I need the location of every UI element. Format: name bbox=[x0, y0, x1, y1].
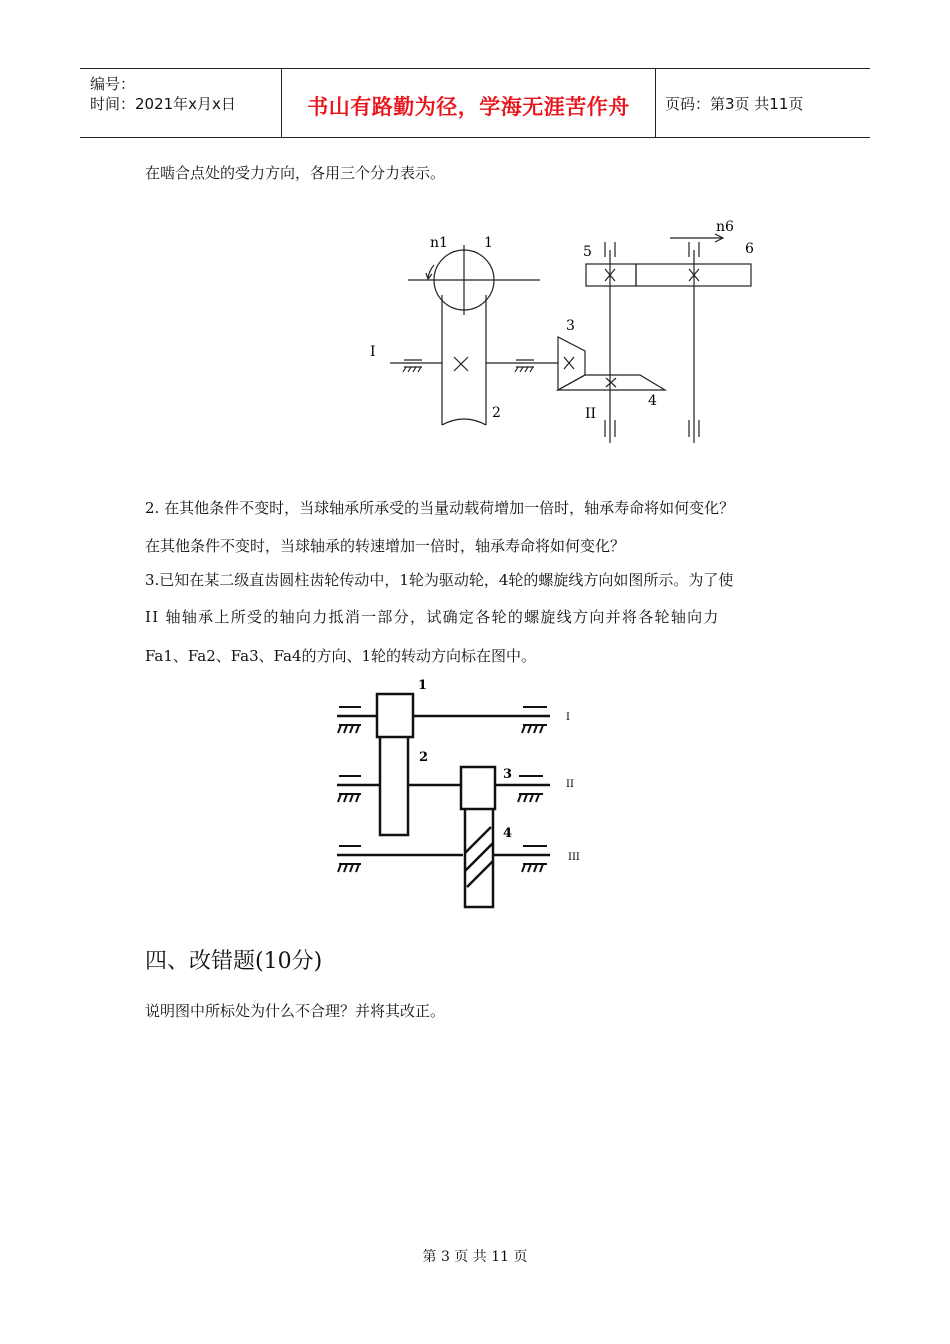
label-n6: n6 bbox=[716, 219, 734, 235]
serial-label: 编号： bbox=[90, 75, 136, 93]
gear-train-figure bbox=[360, 215, 790, 455]
label-shaft-ii: II bbox=[585, 406, 597, 422]
q2-line1: 2. 在其他条件不变时，当球轴承所承受的当量动载荷增加一倍时，轴承寿命将如何变化？ bbox=[145, 499, 735, 517]
q3-line1: 3.已知在某二级直齿圆柱齿轮传动中，1轮为驱动轮，4轮的螺旋线方向如图所示。为了使 bbox=[145, 571, 734, 589]
q3-line3: Fa1、Fa2、Fa3、Fa4的方向、1轮的转动方向标在图中。 bbox=[145, 647, 537, 665]
fig2-label-gear4: 4 bbox=[503, 826, 513, 841]
fig2-label-shaft-i: I bbox=[566, 712, 570, 723]
section-title: 四、改错题(10分) bbox=[145, 949, 323, 974]
page-info: 页码：第3页 共11页 bbox=[665, 95, 804, 113]
q3-line2: II 轴轴承上所受的轴向力抵消一部分，试确定各轮的螺旋线方向并将各轮轴向力 bbox=[145, 608, 720, 626]
page-footer: 第 3 页 共 11 页 bbox=[422, 1249, 528, 1265]
fig2-label-shaft-iii: III bbox=[568, 852, 580, 863]
label-gear4: 4 bbox=[648, 393, 657, 409]
label-gear2: 2 bbox=[492, 405, 501, 421]
header-motto-cell bbox=[281, 69, 656, 137]
fig2-label-gear1: 1 bbox=[418, 678, 428, 693]
label-gear1: 1 bbox=[484, 235, 493, 251]
label-gear3: 3 bbox=[566, 318, 575, 334]
header-left-cell bbox=[80, 69, 281, 137]
section-desc: 说明图中所标处为什么不合理？并将其改正。 bbox=[145, 1002, 446, 1020]
label-n1: n1 bbox=[430, 235, 448, 251]
header-page-cell bbox=[655, 69, 870, 137]
fig2-label-shaft-ii: II bbox=[566, 779, 574, 790]
q2-line2: 在其他条件不变时，当球轴承的转速增加一倍时，轴承寿命将如何变化？ bbox=[145, 537, 626, 555]
intro-line: 在啮合点处的受力方向，各用三个分力表示。 bbox=[145, 164, 446, 182]
label-gear5: 5 bbox=[583, 244, 592, 260]
page-header bbox=[80, 68, 870, 138]
motto: 书山有路勤为径，学海无涯苦作舟 bbox=[307, 95, 630, 119]
two-stage-gear-figure bbox=[325, 675, 595, 915]
label-gear6: 6 bbox=[745, 241, 754, 257]
time-line: 时间：2021年x月x日 bbox=[90, 95, 236, 113]
label-shaft-i: I bbox=[370, 344, 376, 360]
fig2-label-gear3: 3 bbox=[503, 767, 513, 782]
fig2-label-gear2: 2 bbox=[419, 750, 429, 765]
